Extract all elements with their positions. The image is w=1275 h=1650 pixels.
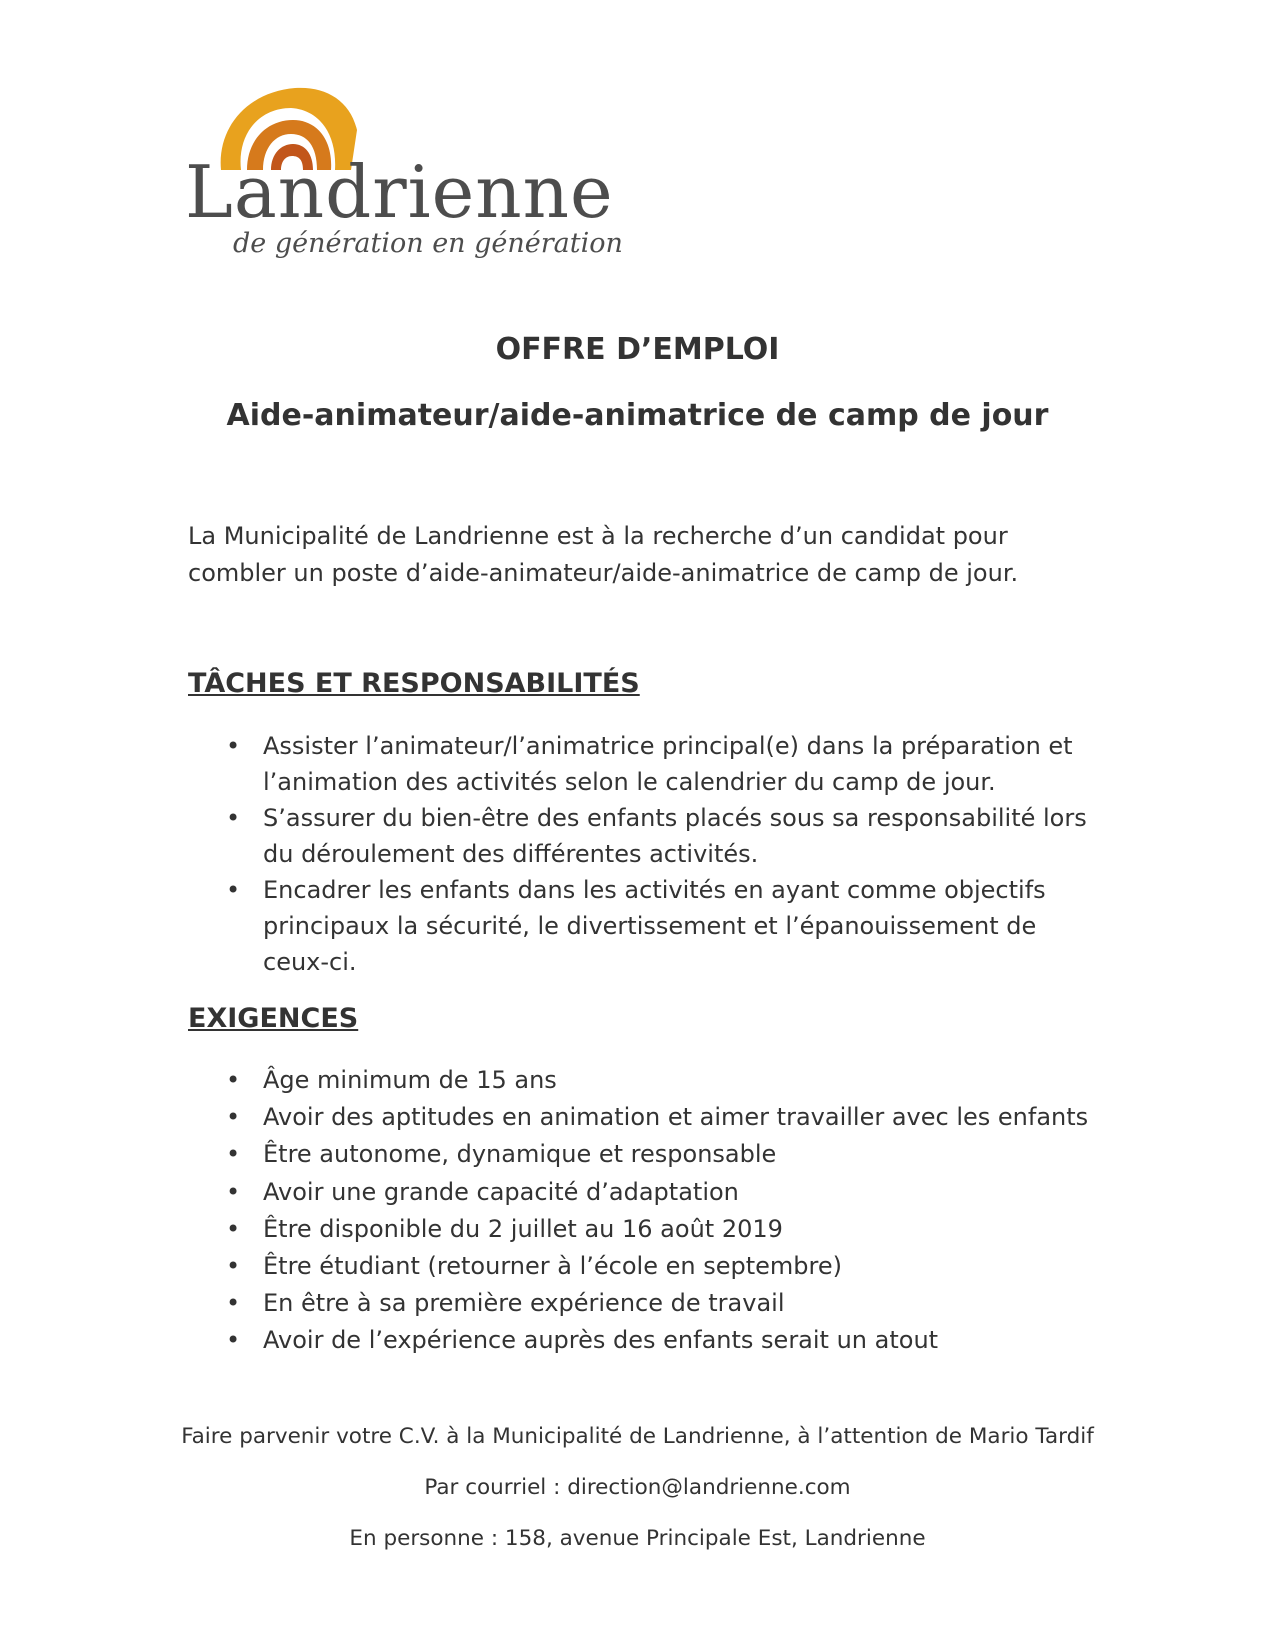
contact-address: En personne : 158, avenue Principale Est, Landrienne — [349, 1526, 926, 1551]
list-item — [188, 728, 1088, 800]
logo-wordmark: Landrienne — [185, 150, 614, 234]
application-instructions: Faire parvenir votre C.V. à la Municipalité de Landrienne, à l’attention de Mario Tardif — [181, 1424, 1094, 1449]
bullet-icon: • — [226, 732, 241, 760]
list-item-text: Avoir des aptitudes en animation et aimer travailler avec les enfants — [263, 1103, 1089, 1132]
tasks-heading: TÂCHES ET RESPONSABILITÉS — [188, 668, 640, 699]
list-item — [188, 1062, 1088, 1099]
intro-line: La Municipalité de Landrienne est à la recherche d’un candidat pour — [188, 522, 1008, 550]
intro-paragraph — [188, 518, 1088, 592]
list-item-text: Âge minimum de 15 ans — [263, 1066, 557, 1094]
list-item-text: En être à sa première expérience de travail — [263, 1289, 785, 1318]
bullet-icon: • — [226, 1326, 241, 1355]
list-item-line: du déroulement des différentes activités. — [263, 840, 759, 868]
list-item-line: Assister l’animateur/l’animatrice principal(e) dans la préparation et — [263, 732, 1073, 760]
list-item — [188, 1211, 1088, 1248]
intro-line: combler un poste d’aide-animateur/aide-animatrice de camp de jour. — [188, 559, 1019, 587]
bullet-icon: • — [226, 1214, 241, 1243]
list-item-text: Être autonome, dynamique et responsable — [263, 1140, 777, 1169]
list-item-line: S’assurer du bien-être des enfants placés sous sa responsabilité lors — [263, 804, 1087, 832]
bullet-icon: • — [226, 1140, 241, 1169]
list-item-line: l’animation des activités selon le calendrier du camp de jour. — [263, 768, 996, 796]
list-item-text: Avoir une grande capacité d’adaptation — [263, 1177, 739, 1206]
bullet-icon: • — [226, 1289, 241, 1318]
list-item-text: Être étudiant (retourner à l’école en septembre) — [263, 1252, 842, 1281]
list-item — [188, 1322, 1088, 1359]
list-item — [188, 1099, 1088, 1136]
logo-tagline: de génération en génération — [233, 228, 623, 259]
bullet-icon: • — [226, 1066, 241, 1094]
list-item-text: Être disponible du 2 juillet au 16 août 2019 — [263, 1214, 783, 1243]
bullet-icon: • — [226, 1177, 241, 1206]
list-item — [188, 800, 1088, 872]
requirements-list — [188, 1062, 1088, 1360]
bullet-icon: • — [226, 804, 241, 832]
list-item-text: Avoir de l’expérience auprès des enfants serait un atout — [263, 1326, 939, 1355]
bullet-icon: • — [226, 876, 241, 904]
contact-email: Par courriel : direction@landrienne.com — [424, 1475, 851, 1500]
list-item-line: ceux-ci. — [263, 948, 357, 976]
bullet-icon: • — [226, 1103, 241, 1132]
tasks-list — [188, 728, 1088, 980]
bullet-icon: • — [226, 1252, 241, 1281]
list-item — [188, 1136, 1088, 1173]
job-title: Aide-animateur/aide-animatrice de camp de jour — [226, 398, 1049, 433]
page-title: OFFRE D’EMPLOI — [495, 332, 780, 367]
requirements-heading: EXIGENCES — [188, 1003, 359, 1034]
list-item — [188, 1248, 1088, 1285]
list-item-line: Encadrer les enfants dans les activités en ayant comme objectifs — [263, 876, 1046, 904]
list-item — [188, 1285, 1088, 1322]
list-item — [188, 872, 1088, 980]
landrienne-logo — [185, 78, 623, 288]
list-item — [188, 1174, 1088, 1211]
list-item-line: principaux la sécurité, le divertissement et l’épanouissement de — [263, 912, 1037, 940]
